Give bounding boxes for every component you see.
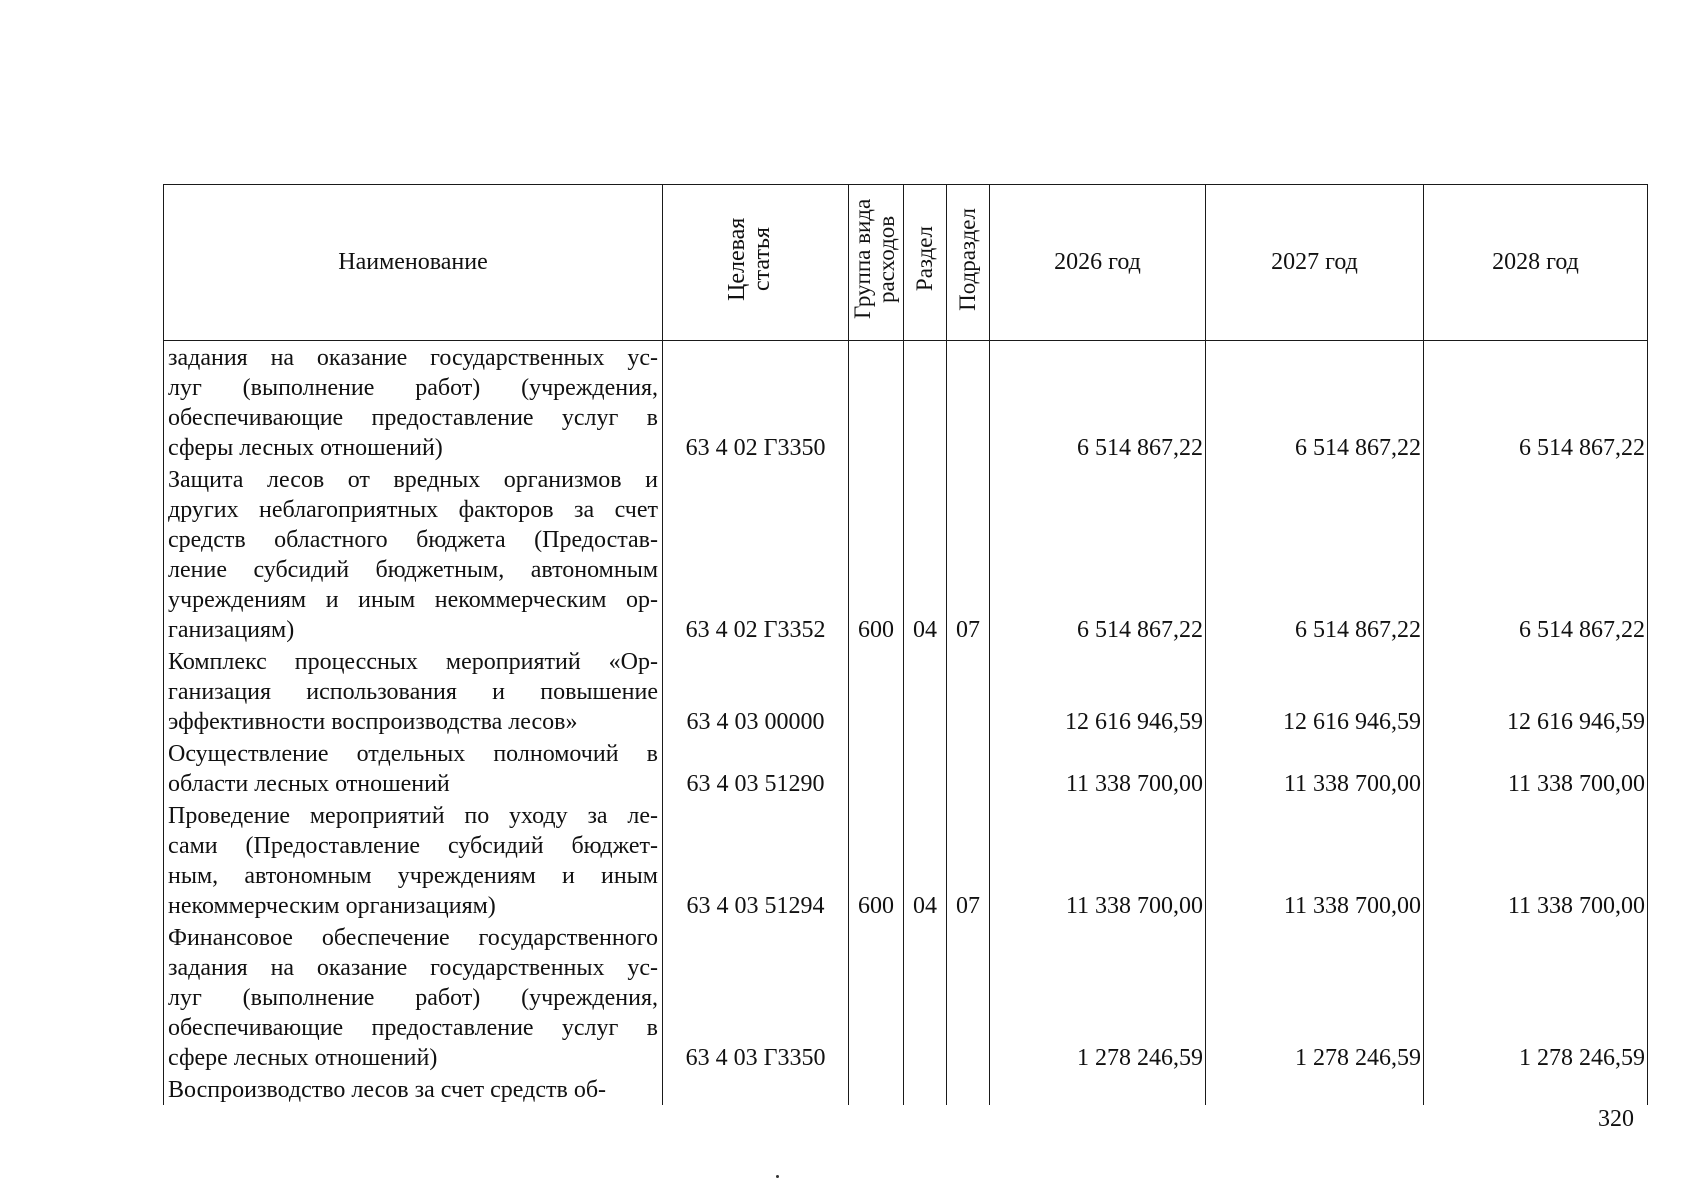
row-section: [904, 341, 947, 464]
header-target-article: Целевая статья: [663, 185, 849, 341]
row-target-article: 63 4 03 51290: [663, 737, 849, 799]
header-section: Раздел: [904, 185, 947, 341]
scan-speck: [776, 1175, 779, 1178]
row-name-line: Комплекс процессных мероприятий «Ор-: [168, 649, 658, 675]
row-value-2028: 11 338 700,00: [1424, 799, 1648, 921]
table-row: [164, 645, 1648, 737]
row-value-2027: [1206, 1073, 1424, 1105]
row-name-line: Осуществление отдельных полномочий в: [168, 741, 658, 767]
header-year-2027: 2027 год: [1206, 185, 1424, 341]
row-section: [904, 645, 947, 737]
row-value-2028: 12 616 946,59: [1424, 645, 1648, 737]
budget-table: [163, 184, 1648, 1105]
row-name-line: эффективности воспроизводства лесов»: [168, 709, 578, 735]
row-value-2026: 1 278 246,59: [990, 921, 1206, 1073]
row-value-2027: 12 616 946,59: [1206, 645, 1424, 737]
row-name-line: Финансовое обеспечение государственного: [168, 925, 658, 951]
row-name-line: задания на оказание государственных ус-: [168, 345, 658, 371]
row-name: [164, 921, 663, 1073]
row-value-2026: 6 514 867,22: [990, 341, 1206, 464]
table-body: [164, 341, 1648, 1106]
row-expense-group: [849, 921, 904, 1073]
row-name-line: луг (выполнение работ) (учреждения,: [168, 985, 658, 1011]
header-year-2028: 2028 год: [1424, 185, 1648, 341]
row-name-line: сфере лесных отношений): [168, 1045, 438, 1071]
row-subsection: [947, 1073, 990, 1105]
row-expense-group: [849, 645, 904, 737]
row-name-line: ганизация использования и повышение: [168, 679, 658, 705]
row-name: [164, 799, 663, 921]
row-value-2028: 6 514 867,22: [1424, 341, 1648, 464]
row-name: [164, 463, 663, 645]
row-value-2028: 11 338 700,00: [1424, 737, 1648, 799]
row-value-2027: 6 514 867,22: [1206, 463, 1424, 645]
row-subsection: 07: [947, 799, 990, 921]
row-name-line: Защита лесов от вредных организмов и: [168, 467, 658, 493]
table-header: [164, 185, 1648, 341]
row-section: [904, 1073, 947, 1105]
row-name-line: обеспечивающие предоставление услуг в: [168, 1015, 658, 1041]
row-name-line: ление субсидий бюджетным, автономным: [168, 557, 658, 583]
row-expense-group: [849, 341, 904, 464]
row-name: [164, 645, 663, 737]
table-row: [164, 737, 1648, 799]
table-row: [164, 1073, 1648, 1105]
page-number: 320: [1598, 1106, 1634, 1132]
row-name-line: луг (выполнение работ) (учреждения,: [168, 375, 658, 401]
table-row: [164, 799, 1648, 921]
row-expense-group: 600: [849, 463, 904, 645]
header-subsection: Подраздел: [947, 185, 990, 341]
row-value-2027: 1 278 246,59: [1206, 921, 1424, 1073]
row-value-2028: 1 278 246,59: [1424, 921, 1648, 1073]
header-year-2026: 2026 год: [990, 185, 1206, 341]
row-name-line: сами (Предоставление субсидий бюджет-: [168, 833, 658, 859]
header-name: Наименование: [164, 185, 663, 341]
row-expense-group: [849, 1073, 904, 1105]
row-value-2027: 6 514 867,22: [1206, 341, 1424, 464]
row-name-line: обеспечивающие предоставление услуг в: [168, 405, 658, 431]
row-name: [164, 1073, 663, 1105]
row-name-line: Воспроизводство лесов за счет средств об-: [168, 1077, 607, 1103]
row-value-2027: 11 338 700,00: [1206, 799, 1424, 921]
row-target-article: 63 4 02 Г3350: [663, 341, 849, 464]
row-value-2026: 11 338 700,00: [990, 737, 1206, 799]
row-target-article: 63 4 02 Г3352: [663, 463, 849, 645]
row-subsection: 07: [947, 463, 990, 645]
row-subsection: [947, 341, 990, 464]
row-name-line: учреждениям и иным некоммерческим ор-: [168, 587, 658, 613]
row-expense-group: [849, 737, 904, 799]
row-value-2026: 12 616 946,59: [990, 645, 1206, 737]
row-value-2026: [990, 1073, 1206, 1105]
row-name-line: области лесных отношений: [168, 771, 450, 797]
header-expense-group: Группа вида расходов: [849, 185, 904, 341]
row-name-line: средств областного бюджета (Предостав-: [168, 527, 658, 553]
row-value-2026: 6 514 867,22: [990, 463, 1206, 645]
row-target-article: [663, 1073, 849, 1105]
table-row: [164, 921, 1648, 1073]
row-name-line: Проведение мероприятий по уходу за ле-: [168, 803, 658, 829]
row-section: [904, 737, 947, 799]
row-section: [904, 921, 947, 1073]
row-value-2028: [1424, 1073, 1648, 1105]
row-name-line: других неблагоприятных факторов за счет: [168, 497, 658, 523]
row-name-line: задания на оказание государственных ус-: [168, 955, 658, 981]
row-subsection: [947, 921, 990, 1073]
row-name-line: сферы лесных отношений): [168, 435, 443, 461]
row-name-line: некоммерческим организациям): [168, 893, 496, 919]
row-value-2026: 11 338 700,00: [990, 799, 1206, 921]
row-name-line: ным, автономным учреждениям и иным: [168, 863, 658, 889]
row-subsection: [947, 737, 990, 799]
row-section: 04: [904, 463, 947, 645]
table-row: [164, 463, 1648, 645]
row-expense-group: 600: [849, 799, 904, 921]
row-target-article: 63 4 03 51294: [663, 799, 849, 921]
row-name-line: ганизациям): [168, 617, 295, 643]
row-name: [164, 737, 663, 799]
row-target-article: 63 4 03 Г3350: [663, 921, 849, 1073]
row-value-2027: 11 338 700,00: [1206, 737, 1424, 799]
row-target-article: 63 4 03 00000: [663, 645, 849, 737]
table-row: [164, 341, 1648, 464]
row-subsection: [947, 645, 990, 737]
row-name: [164, 341, 663, 464]
row-section: 04: [904, 799, 947, 921]
row-value-2028: 6 514 867,22: [1424, 463, 1648, 645]
